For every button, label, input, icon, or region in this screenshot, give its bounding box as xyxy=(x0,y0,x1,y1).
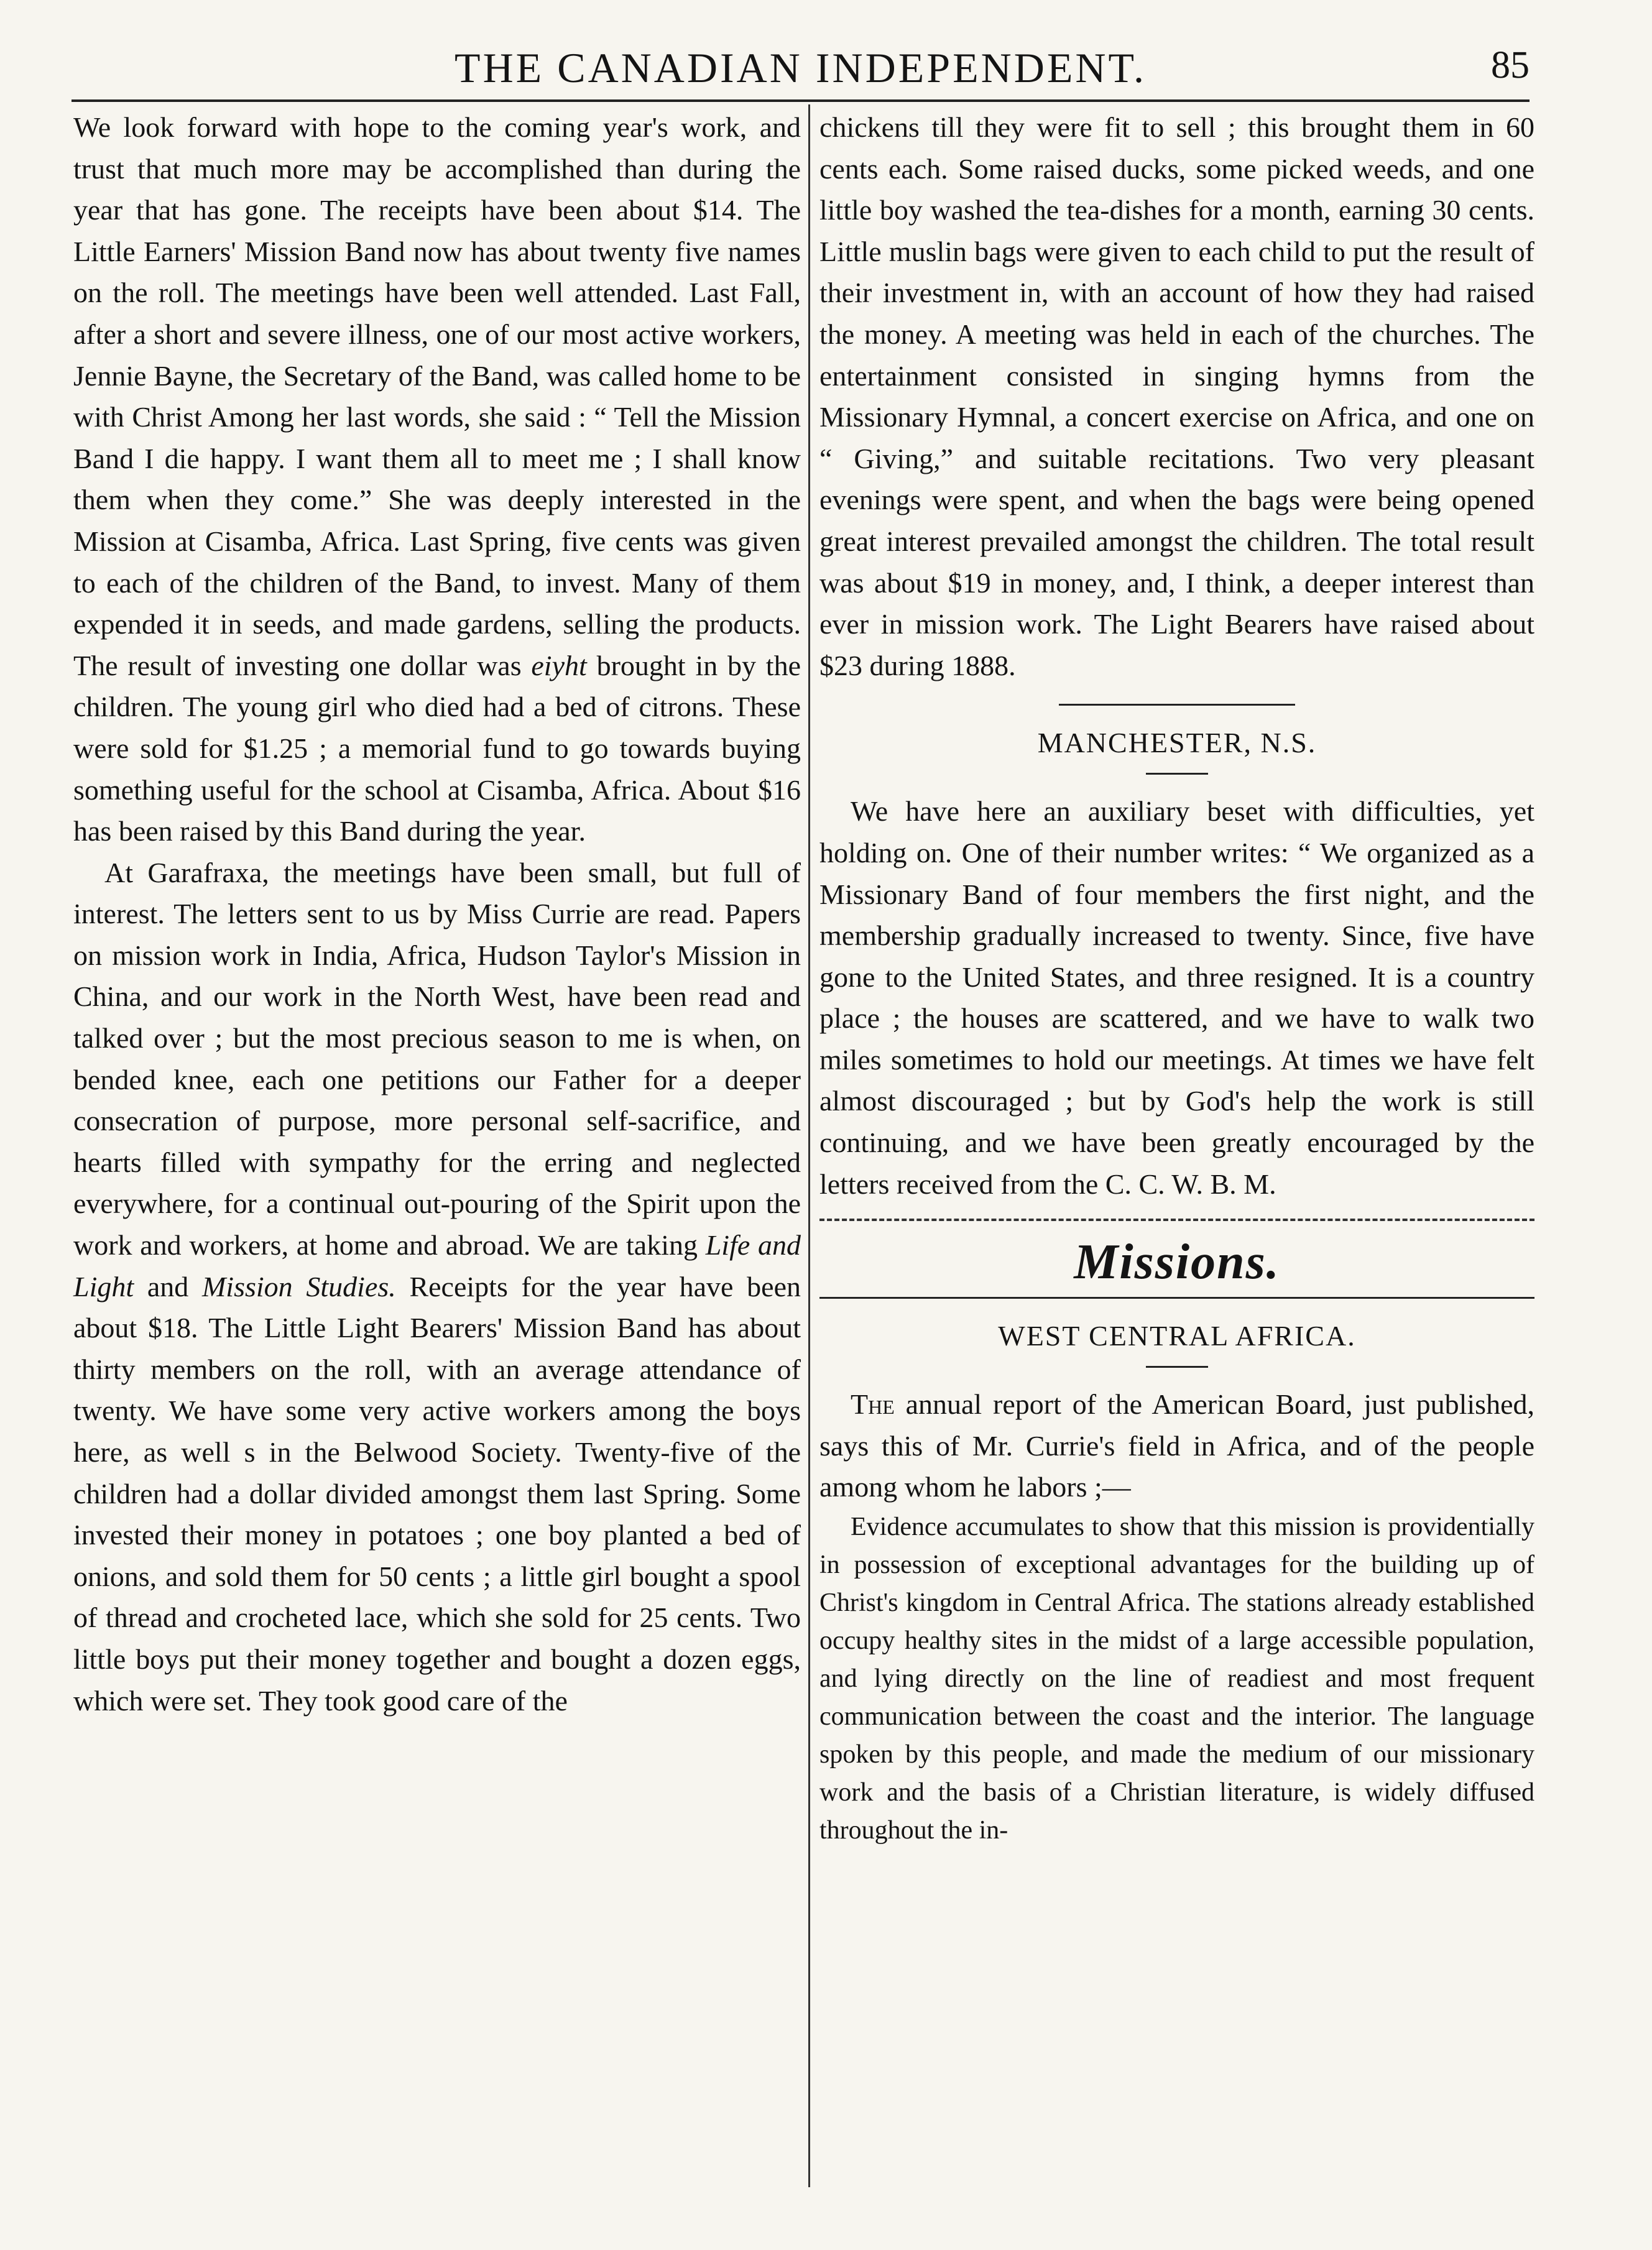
column-divider xyxy=(808,104,810,2187)
page-header xyxy=(72,37,1530,99)
page-number: 85 xyxy=(1491,44,1530,86)
paragraph: We look forward with hope to the coming year's work, and trust that much more may be accomplished than during the year that has gone. The receipts have been about $14. The Little Earners' Mission Band now has about twenty five names on the roll. The meetings have been well attended. Last Fall, after a short and severe illness, one of our most active workers, Jennie Bayne, the Secretary of the Band, was called home to be with Christ Among her last words, she said : “ Tell the Mission Band I die happy. I want them all to meet me ; I shall know them when they come.” She was deeply interested in the Mission at Cisamba, Africa. Last Spring, five cents was given to each of the children of the Band, to invest. Many of them expended it in seeds, and made gardens, selling the products. The result of investing one dollar was eiyht brought in by the children. The young girl who died had a bed of citrons. These were sold for $1.25 ; a memorial fund to go towards buying something useful for the school at Cisamba, Africa. About $16 has been raised by this Band during the year. xyxy=(73,111,801,847)
section-rule xyxy=(1146,773,1208,775)
section-rule xyxy=(1059,704,1295,706)
left-column xyxy=(73,107,801,1722)
header-rule xyxy=(72,99,1530,102)
section-separator xyxy=(819,1219,1534,1221)
missions-rule xyxy=(819,1297,1534,1299)
missions-heading: Missions. xyxy=(1074,1235,1280,1290)
section-heading-manchester: MANCHESTER, N.S. xyxy=(1037,727,1317,759)
right-column xyxy=(819,107,1534,1850)
paragraph: The annual report of the American Board, just published, says this of Mr. Currie's field in Africa, and of the people among whom he labors ;— xyxy=(819,1388,1534,1503)
section-rule xyxy=(1146,1366,1208,1368)
quoted-paragraph: Evidence accumulates to show that this mission is providentially in possession of exceptional advantages for the building up of Christ's kingdom in Central Africa. The stations already established occupy healthy sites in the midst of a large accessible population, and lying directly on the line of readiest and most frequent communication between the coast and the interior. The language spoken by this people, and made the medium of our missionary work and the basis of a Christian literature, is widely diffused throughout the in- xyxy=(819,1513,1534,1845)
section-heading-west-central-africa: WEST CENTRAL AFRICA. xyxy=(998,1320,1356,1352)
publication-title: THE CANADIAN INDEPENDENT. xyxy=(455,44,1147,91)
paragraph: We have here an auxiliary beset with difficulties, yet holding on. One of their number writes: “ We organized as a Missionary Band of four members the first night, and the membership gradually increased to twenty. Since, five have gone to the United States, and three resigned. It is a country place ; the houses are scattered, and we have to walk two miles sometimes to hold our meetings. At times we have felt almost discouraged ; but by God's help the work is still continuing, and we have been greatly encouraged by the letters received from the C. C. W. B. M. xyxy=(819,795,1534,1200)
paragraph: At Garafraxa, the meetings have been small, but full of interest. The letters sent to us by Miss Currie are read. Papers on mission work in India, Africa, Hudson Taylor's Mission in China, and our work in the North West, have been read and talked over ; but the most precious season to me is when, on bended knee, each one petitions our Father for a deeper consecration of purpose, more personal self-sacrifice, and hearts filled with sympathy for the erring and neglected everywhere, for a continual out-pouring of the Spirit upon the work and workers, at home and abroad. We are taking Life and Light and Mission Studies. Receipts for the year have been about $18. The Little Light Bearers' Mission Band has about thirty members on the roll, with an average attendance of twenty. We have some very active workers among the boys here, as well s in the Belwood Society. Twenty-five of the children had a dollar divided amongst them last Spring. Some invested their money in potatoes ; one boy planted a bed of onions, and sold them for 50 cents ; a little girl bought a spool of thread and crocheted lace, which she sold for 25 cents. Two little boys put their money together and bought a dozen eggs, which were set. They took good care of the xyxy=(73,856,801,1717)
paragraph: chickens till they were fit to sell ; this brought them in 60 cents each. Some raised ducks, some picked weeds, and one little boy washed the tea-dishes for a month, earning 30 cents. Little muslin bags were given to each child to put the result of their investment in, with an account of how they had raised the money. A meeting was held in each of the churches. The entertainment consisted in singing hymns from the Missionary Hymnal, a concert exercise on Africa, and one on “ Giving,” and suitable recitations. Two very pleasant evenings were spent, and when the bags were being opened great interest prevailed amongst the children. The total result was about $19 in money, and, I think, a deeper interest than ever in mission work. The Light Bearers have raised about $23 during 1888. xyxy=(819,111,1534,681)
